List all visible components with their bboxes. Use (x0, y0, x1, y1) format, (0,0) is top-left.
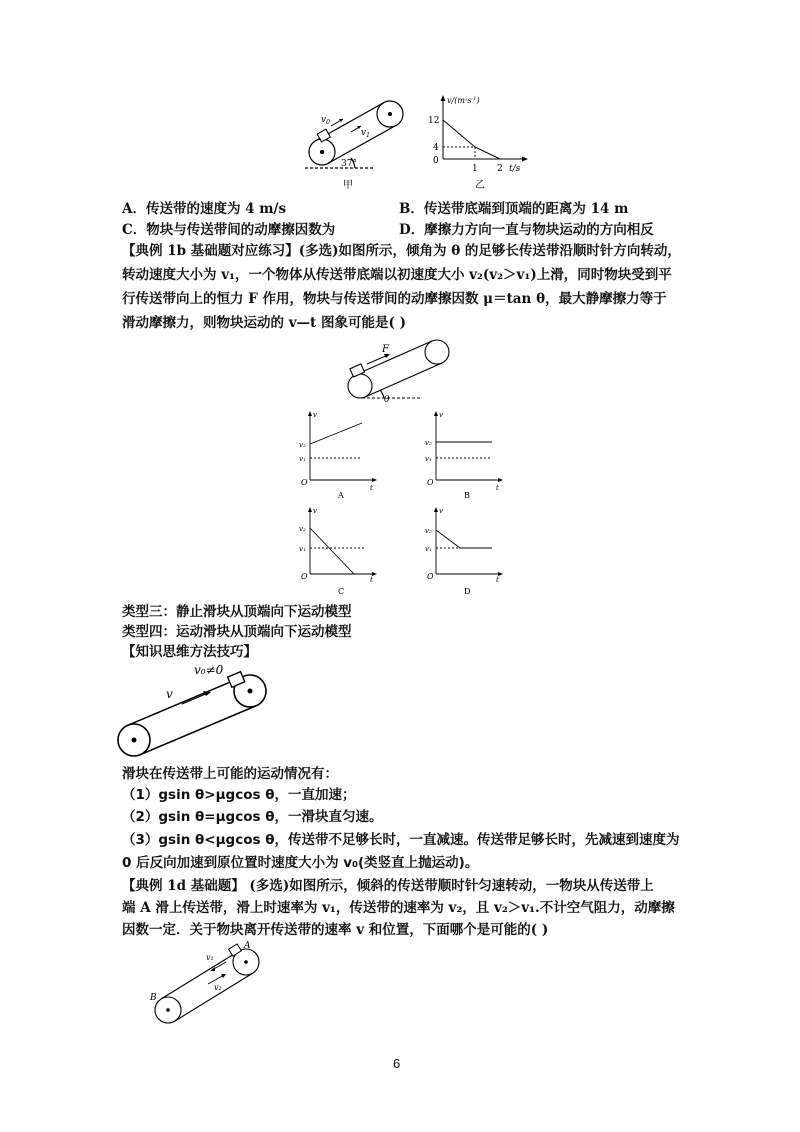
graph-c-label: C (338, 587, 345, 596)
svg-text:v₁: v₁ (299, 545, 306, 553)
svg-text:v: v (439, 411, 443, 419)
analysis-case3a: （3）gsin θ<μgcos θ，传送带不足够长时，一直减速。传送带足够长时，先减速到速度为 (122, 832, 680, 848)
svg-text:t: t (496, 484, 499, 492)
graph-d (422, 506, 522, 598)
figure-jia (295, 92, 415, 192)
ex1d-line3: 因数一定．关于物块离开传送带的速率 v 和位置，下面哪个是可能的( ) (122, 922, 549, 938)
analysis-case2: （2）gsin θ=μgcos θ，一滑块直匀速。 (122, 809, 383, 825)
graph-a (296, 408, 396, 500)
graph-b-label: B (464, 491, 470, 500)
analysis-case1: （1）gsin θ>μgcos θ，一直加速； (122, 787, 356, 803)
svg-text:t: t (496, 576, 499, 584)
yi-label: 乙 (475, 180, 485, 191)
graph-c (296, 506, 396, 598)
svg-text:v₂: v₂ (425, 439, 432, 447)
svg-text:4: 4 (433, 143, 439, 153)
svg-text:v₁: v₁ (299, 455, 306, 463)
graph-d-label: D (464, 587, 471, 596)
graph-b (422, 408, 522, 500)
svg-text:v₁: v₁ (425, 455, 432, 463)
figure-yi-graph (425, 92, 535, 192)
ex1b-line2: 转动速度大小为 v₁，一个物体从传送带底端以初速度大小 v₂(v₂＞v₁)上滑，同时物块受到平 (122, 267, 672, 283)
figure-belt-v0 (112, 660, 282, 760)
ex1b-line4: 滑动摩擦力，则物块运动的 v—t 图象可能是( ) (122, 315, 406, 331)
svg-text:v0: $v_0$ (321, 115, 330, 126)
svg-text:1: 1 (472, 164, 478, 174)
svg-text:A: A (244, 941, 251, 951)
svg-text:12: 12 (428, 116, 440, 126)
svg-text:v₂: v₂ (425, 527, 432, 535)
svg-text:O: O (301, 478, 308, 487)
svg-text:B: B (150, 993, 157, 1003)
option-a: A．传送带的速度为 4 m/s (122, 201, 287, 217)
page-number: 6 (393, 1056, 401, 1071)
type3-heading: 类型三：静止滑块从顶端向下运动模型 (122, 604, 352, 620)
svg-text:v₂: v₂ (299, 441, 306, 449)
option-b: B．传送带底端到顶端的距离为 14 m (399, 201, 629, 217)
svg-text:O: O (427, 478, 434, 487)
figure-belt-force (340, 334, 460, 406)
svg-text:v₀≠0: v₀≠0 (194, 663, 224, 677)
svg-text:v/(m·s-1): $v/(m\cdot s^{-1})$ (447, 96, 480, 105)
svg-text:37°: 37° (341, 159, 357, 169)
svg-text:v1: $v_1$ (361, 128, 370, 139)
svg-text:v₂: v₂ (299, 525, 306, 533)
option-c: C．物块与传送带间的动摩擦因数为 (122, 222, 336, 238)
svg-text:0: 0 (433, 156, 439, 166)
jia-label: 甲 (343, 180, 353, 191)
analysis-case3b: 0 后反向加速到原位置时速度大小为 v₀(类竖直上抛运动)。 (122, 855, 479, 871)
graph-a-label: A (338, 491, 344, 500)
analysis-intro: 滑块在传送带上可能的运动情况有： (122, 766, 338, 782)
svg-text:2: 2 (497, 164, 503, 174)
figure-belt-ab (148, 938, 268, 1030)
svg-text:v₁: v₁ (206, 953, 214, 962)
svg-text:O: O (427, 572, 434, 581)
svg-text:v₁: v₁ (425, 545, 432, 553)
type4-heading: 类型四：运动滑块从顶端向下运动模型 (122, 624, 352, 640)
svg-text:t: t (370, 576, 373, 584)
svg-text:θ: θ (384, 395, 390, 405)
svg-text:F: F (382, 344, 389, 355)
svg-text:O: O (301, 572, 308, 581)
knowledge-heading: 【知识思维方法技巧】 (122, 644, 257, 660)
svg-text:v₂: v₂ (214, 983, 222, 992)
option-d: D．摩擦力方向一直与物块运动的方向相反 (399, 222, 654, 238)
svg-text:t: t (370, 484, 373, 492)
svg-text:v: v (439, 507, 443, 515)
ex1d-line1: 【典例 1d 基础题】 (多选)如图所示，倾斜的传送带顺时针匀速转动，一物块从传送带上 (122, 878, 654, 894)
ex1d-line2: 端 A 滑上传送带，滑上时速率为 v₁，传送带的速率为 v₂，且 v₂＞v₁.不计空气阻力，动摩擦 (122, 900, 675, 916)
ex1b-line1: 【典例 1b 基础题对应练习】(多选)如图所示，倾角为 θ 的足够长传送带沿顺时针方向转动， (122, 243, 681, 259)
svg-text:v: v (313, 411, 317, 419)
ex1b-line3: 行传送带向上的恒力 F 作用，物块与传送带间的动摩擦因数 μ＝tan θ，最大静摩擦力等于 (122, 291, 667, 307)
svg-text:t/s: t/s (509, 164, 521, 174)
svg-text:v: v (313, 507, 317, 515)
svg-text:v: v (166, 687, 173, 701)
